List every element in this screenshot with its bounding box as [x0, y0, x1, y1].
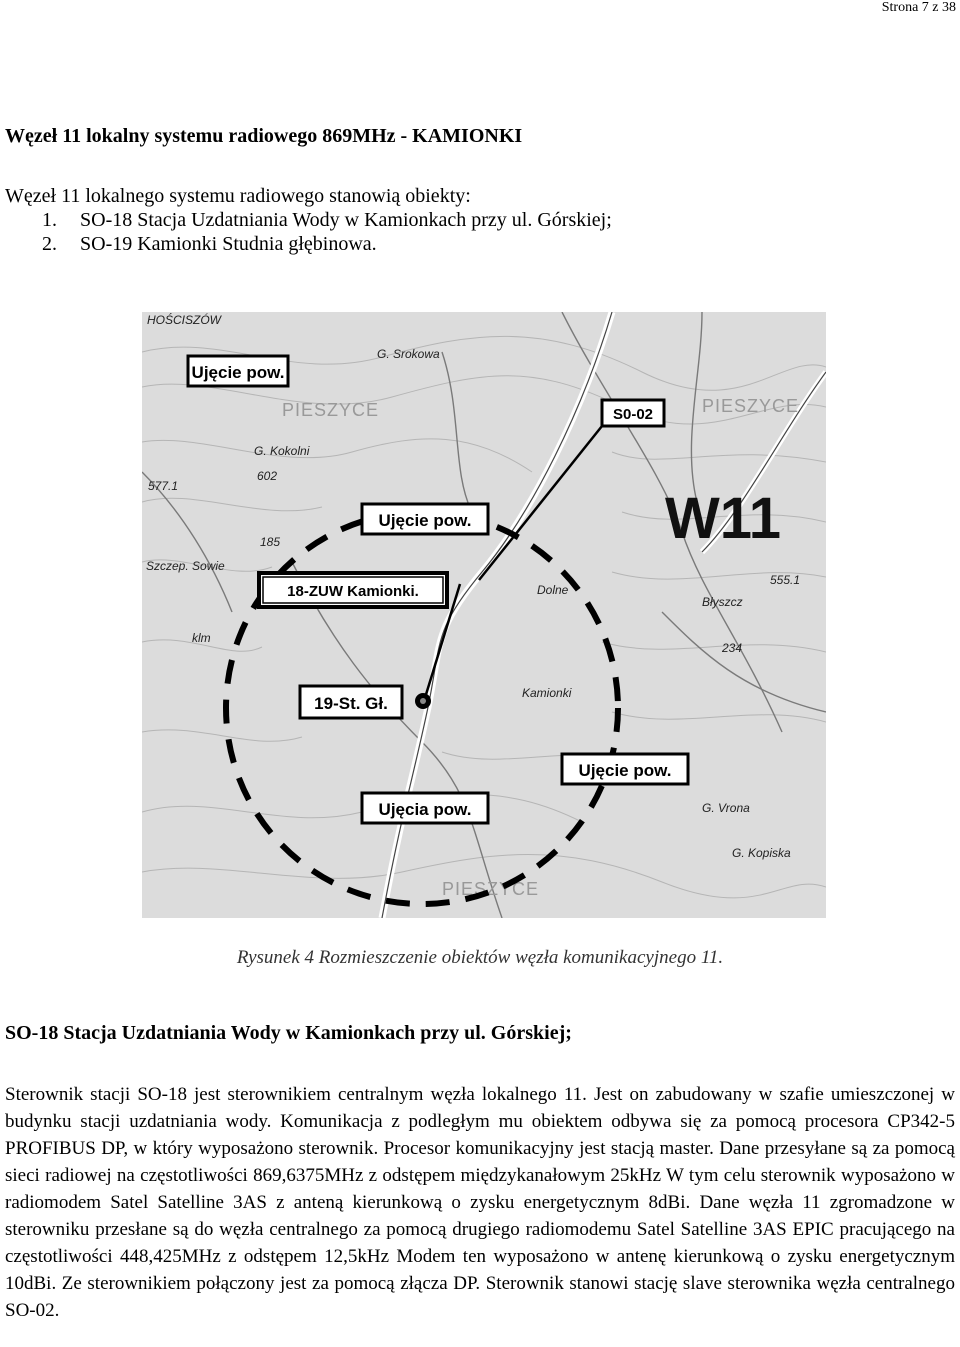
place-label: 602 [257, 469, 278, 483]
place-label: 555.1 [770, 573, 801, 587]
section-heading: SO-18 Stacja Uzdatniania Wody w Kamionkach przy ul. Górskiej; [5, 1022, 572, 1044]
place-label: klm [192, 631, 211, 645]
intake-callout [562, 754, 688, 784]
so18-callout [259, 573, 447, 607]
list-item-text: SO-18 Stacja Uzdatniania Wody w Kamionkach przy ul. Górskiej; [80, 209, 612, 231]
object-list [42, 208, 612, 256]
so19-marker-inner [420, 698, 426, 704]
intake-callout [362, 793, 488, 823]
place-label: HOŚCISZÓW [147, 313, 221, 327]
node-map-figure [142, 312, 826, 918]
place-label: PIESZYCE [702, 396, 800, 416]
page-title: Węzeł 11 lokalny systemu radiowego 869MHz - KAMIONKI [5, 125, 523, 147]
place-label: Kamionki [522, 686, 572, 700]
place-label: PIESZYCE [442, 879, 540, 899]
list-item-number: 2. [42, 233, 57, 255]
place-label: 185 [260, 535, 281, 549]
intro-lead: Węzeł 11 lokalnego systemu radiowego stanowią obiekty: [5, 185, 471, 207]
place-label: 577.1 [148, 479, 179, 493]
place-label: G. Vrona [702, 801, 750, 815]
intro-block [5, 184, 612, 256]
list-item [42, 232, 612, 256]
intake-callout [188, 356, 288, 386]
intake-label: Ujęcia pow. [378, 800, 472, 819]
place-label: PIESZYCE [282, 400, 380, 420]
place-label: Błyszcz [702, 595, 743, 609]
intake-label: Ujęcie pow. [378, 511, 472, 530]
list-item-text: SO-19 Kamionki Studnia głębinowa. [80, 233, 377, 255]
so19-label: 19-St. Gł. [314, 694, 388, 713]
list-item [42, 208, 612, 232]
place-label: G. Kokolni [254, 444, 310, 458]
figure-caption: Rysunek 4 Rozmieszczenie obiektów węzła komunikacyjnego 11. [236, 947, 724, 968]
place-label: Dolne [537, 583, 569, 597]
section-body: Sterownik stacji SO-18 jest sterownikiem centralnym węzła lokalnego 11. Jest on zabudowany w szafie umieszczonej w budynku stacji uzdatniania wody. Komunikacja z podległym mu obiektem odbywa się za pomocą procesora CP342-5 PROFIBUS DP, w który wyposażono sterownik. Procesor komunikacyjny jest stacją master. Dane przesyłane są za pomocą sieci radiowej na częstotliwości 869,6375MHz z odstępem międzykanałowym 25kHz W tym celu sterownik wyposażono w radiomodem Satel Satelline 3AS z anteną kierunkową o zysku energetycznym 8dBi. Dane węzła 11 zgromadzone w sterowniku przesłane są do węzła centralnego za pomocą drugiego radiomodemu Satel Satelline 3AS EPIC pracującego na częstotliwości 448,425MHz z odstępem 12,5kHz Modem ten wyposażono w antenę kierunkową o zysku energetycznym 10dBi. Ze sterownikiem połączony jest za pomocą złącza DP. Sterownik stanowi stację slave sterownika węzła centralnego SO-02. [5, 1084, 955, 1321]
so02-label: S0-02 [612, 406, 654, 423]
so02-callout [602, 400, 664, 426]
intake-label: Ujęcie pow. [191, 363, 285, 382]
page-number: Strona 7 z 38 [881, 0, 956, 15]
intake-callout [362, 504, 488, 534]
place-label: 234 [722, 641, 743, 655]
node-label: W11 [665, 486, 782, 551]
place-label: G. Kopiska [732, 846, 791, 860]
so18-label: 18-ZUW Kamionki. [287, 583, 419, 600]
list-item-number: 1. [42, 209, 57, 231]
place-label: G. Srokowa [377, 347, 440, 361]
intake-label: Ujęcie pow. [578, 761, 672, 780]
place-label: Szczep. Sowie [146, 559, 225, 573]
so19-callout [300, 686, 402, 718]
